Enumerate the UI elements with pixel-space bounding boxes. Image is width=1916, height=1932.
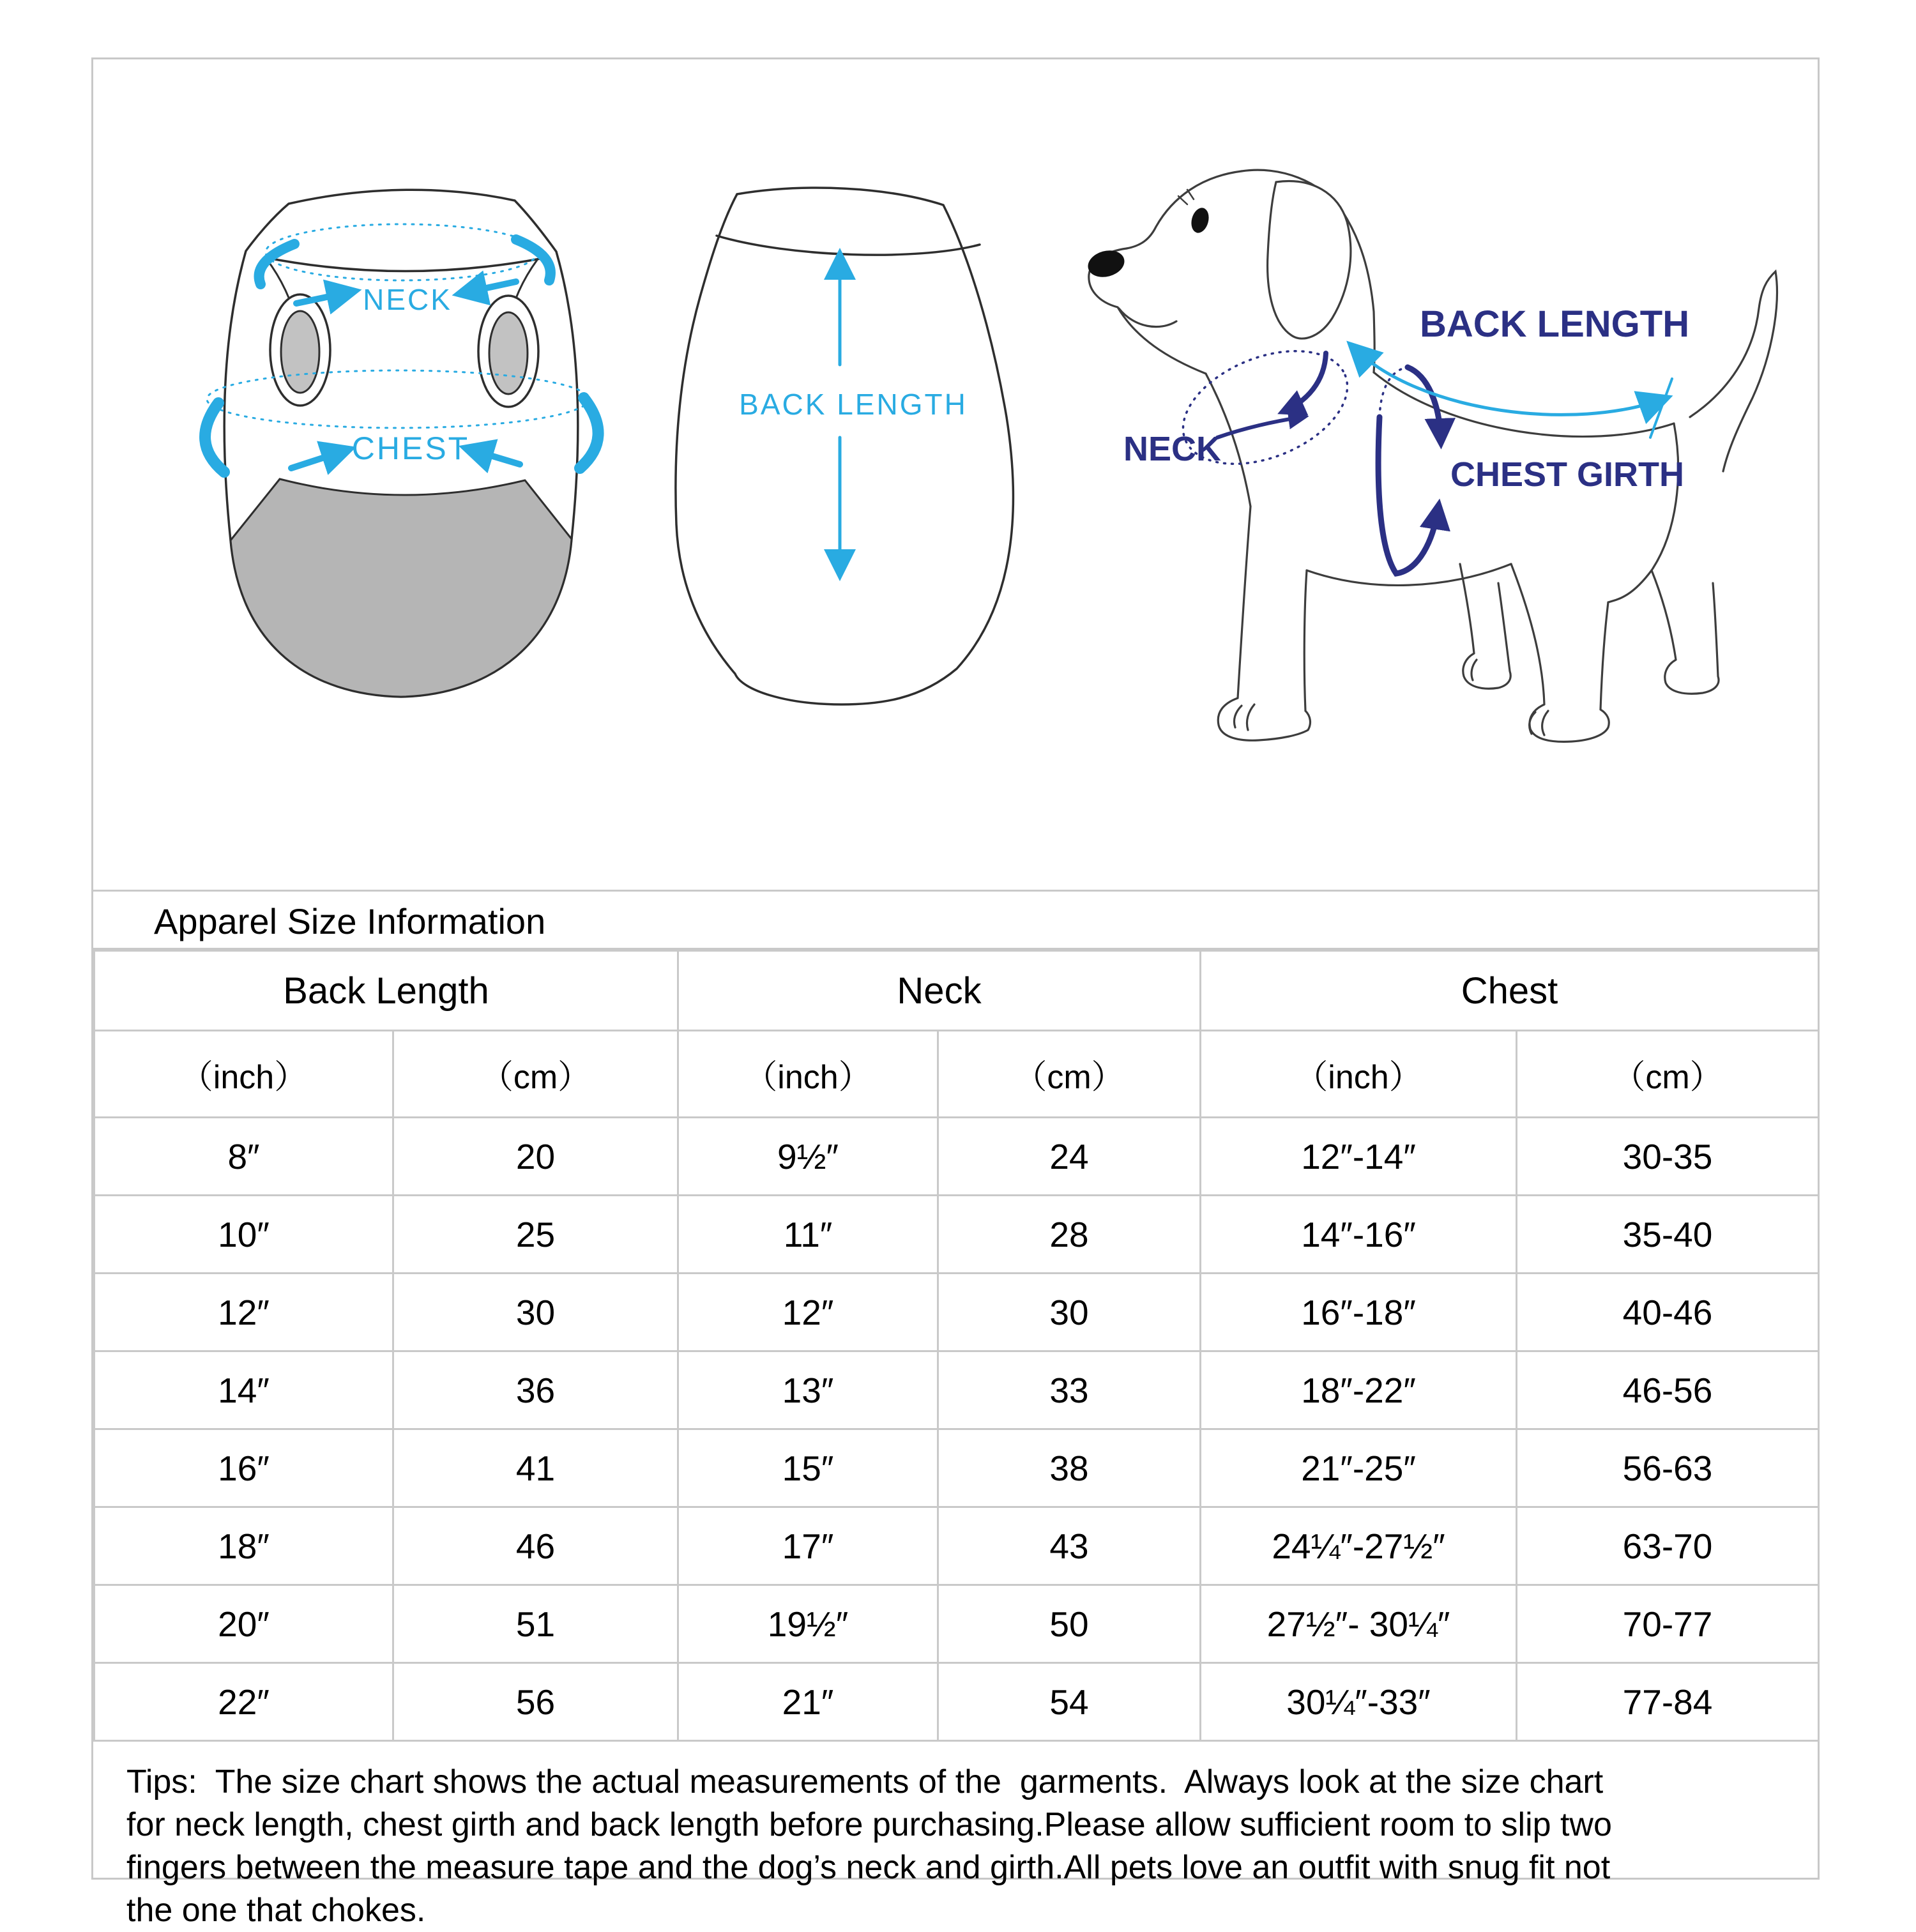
- dog-back-line: [1374, 372, 1674, 437]
- group-header-row: [95, 951, 1819, 1031]
- dog-chest-girth-band: [1378, 417, 1438, 574]
- front-belly-panel: [231, 479, 572, 697]
- dog-forehead: [1127, 171, 1242, 248]
- size-cell: 13″: [678, 1351, 938, 1429]
- dog-nose: [1085, 247, 1127, 281]
- units-header-row: [95, 1031, 1819, 1118]
- table-row: [95, 1585, 1819, 1663]
- size-cell: 24¼″-27½″: [1201, 1507, 1517, 1585]
- dog-mouth: [1119, 308, 1176, 327]
- unit-chest-cm: （cm）: [1517, 1031, 1819, 1118]
- dog-rear-leg-far: [1652, 570, 1719, 694]
- col-group-chest: Chest: [1201, 951, 1819, 1031]
- dog-back-length-tick: [1650, 379, 1672, 437]
- front-garment-diagram: [205, 190, 598, 697]
- size-cell: 19½″: [678, 1585, 938, 1663]
- dog-ear: [1268, 181, 1351, 339]
- dog-rear-leg-near: [1511, 564, 1609, 742]
- size-cell: 9½″: [678, 1118, 938, 1196]
- size-cell: 12″: [678, 1274, 938, 1351]
- size-cell: 56: [393, 1663, 678, 1741]
- size-cell: 27½″- 30¼″: [1201, 1585, 1517, 1663]
- size-cell: 16″: [95, 1429, 393, 1507]
- size-cell: 12″: [95, 1274, 393, 1351]
- size-cell: 40-46: [1517, 1274, 1819, 1351]
- size-cell: 36: [393, 1351, 678, 1429]
- table-row: [95, 1351, 1819, 1429]
- size-cell: 21″-25″: [1201, 1429, 1517, 1507]
- size-cell: 14″-16″: [1201, 1196, 1517, 1274]
- size-cell: 8″: [95, 1118, 393, 1196]
- front-left-armhole-inner: [281, 311, 319, 393]
- back-garment-diagram: [676, 188, 1014, 704]
- tips-line: for neck length, chest girth and back length before purchasing.Please allow sufficient room to slip two: [126, 1806, 1612, 1843]
- table-row: [95, 1274, 1819, 1351]
- col-group-back-length: Back Length: [95, 951, 678, 1031]
- size-table: [93, 950, 1820, 1742]
- dog-front-leg-far: [1460, 564, 1510, 688]
- size-cell: 54: [938, 1663, 1201, 1741]
- size-cell: 30¼″-33″: [1201, 1663, 1517, 1741]
- size-cell: 33: [938, 1351, 1201, 1429]
- size-cell: 16″-18″: [1201, 1274, 1517, 1351]
- size-cell: 70-77: [1517, 1585, 1819, 1663]
- content-frame: [91, 57, 1820, 1929]
- size-cell: 22″: [95, 1663, 393, 1741]
- table-title: Apparel Size Information: [154, 901, 546, 941]
- size-cell: 35-40: [1517, 1196, 1819, 1274]
- size-cell: 17″: [678, 1507, 938, 1585]
- size-cell: 38: [938, 1429, 1201, 1507]
- dog-neck-label: NECK: [1123, 430, 1222, 468]
- size-cell: 21″: [678, 1663, 938, 1741]
- size-cell: 18″: [95, 1507, 393, 1585]
- table-row: [95, 1118, 1819, 1196]
- size-cell: 30-35: [1517, 1118, 1819, 1196]
- dog-front-leg-near: [1218, 506, 1310, 740]
- size-cell: 20: [393, 1118, 678, 1196]
- unit-neck-inch: （inch）: [678, 1031, 938, 1118]
- table-row: [95, 1196, 1819, 1274]
- size-cell: 15″: [678, 1429, 938, 1507]
- size-cell: 10″: [95, 1196, 393, 1274]
- back-garment-outline: [676, 188, 1014, 704]
- size-cell: 56-63: [1517, 1429, 1819, 1507]
- size-cell: 12″-14″: [1201, 1118, 1517, 1196]
- chest-girth-right-swoosh: [580, 398, 598, 468]
- col-group-neck: Neck: [678, 951, 1201, 1031]
- tips-line: fingers between the measure tape and the dog’s neck and girth.All pets love an outfit with snug fit not: [126, 1849, 1611, 1886]
- tips-line: Tips: The size chart shows the actual measurements of the garments. Always look at the size chart: [126, 1763, 1604, 1800]
- dog-tail: [1690, 271, 1777, 471]
- chest-girth-left-swoosh: [205, 403, 224, 472]
- measurement-diagrams: [93, 59, 1818, 890]
- size-cell: 25: [393, 1196, 678, 1274]
- size-cell: 20″: [95, 1585, 393, 1663]
- size-cell: 28: [938, 1196, 1201, 1274]
- size-cell: 24: [938, 1118, 1201, 1196]
- dog-back-length-arrow: [1354, 348, 1663, 415]
- size-cell: 30: [938, 1274, 1201, 1351]
- size-cell: 41: [393, 1429, 678, 1507]
- size-cell: 77-84: [1517, 1663, 1819, 1741]
- tips-text: [93, 1742, 1818, 1932]
- front-right-armhole-inner: [489, 312, 528, 394]
- table-title-row: [93, 890, 1818, 950]
- dog-rear-haunch: [1608, 423, 1678, 602]
- tips-line: the one that chokes.: [126, 1892, 426, 1929]
- unit-back-length-cm: （cm）: [393, 1031, 678, 1118]
- size-cell: 43: [938, 1507, 1201, 1585]
- size-cell: 63-70: [1517, 1507, 1819, 1585]
- dog-back-length-label: BACK LENGTH: [1420, 303, 1690, 345]
- size-cell: 46: [393, 1507, 678, 1585]
- size-cell: 51: [393, 1585, 678, 1663]
- size-cell: 50: [938, 1585, 1201, 1663]
- size-cell: 14″: [95, 1351, 393, 1429]
- unit-back-length-inch: （inch）: [95, 1031, 393, 1118]
- table-row: [95, 1507, 1819, 1585]
- size-cell: 11″: [678, 1196, 938, 1274]
- size-cell: 18″-22″: [1201, 1351, 1517, 1429]
- dog-neck-arrow-down: [1285, 353, 1326, 411]
- unit-neck-cm: （cm）: [938, 1031, 1201, 1118]
- table-row: [95, 1429, 1819, 1507]
- dog-chest-girth-label: CHEST GIRTH: [1450, 455, 1685, 494]
- dog-diagram: [1085, 170, 1777, 742]
- unit-chest-inch: （inch）: [1201, 1031, 1517, 1118]
- table-row: [95, 1663, 1819, 1741]
- size-cell: 30: [393, 1274, 678, 1351]
- dog-eye: [1189, 206, 1211, 234]
- front-neck-label: NECK: [363, 283, 452, 316]
- front-chest-label: CHEST: [351, 430, 470, 466]
- back-garment-label: BACK LENGTH: [739, 388, 968, 421]
- size-cell: 46-56: [1517, 1351, 1819, 1429]
